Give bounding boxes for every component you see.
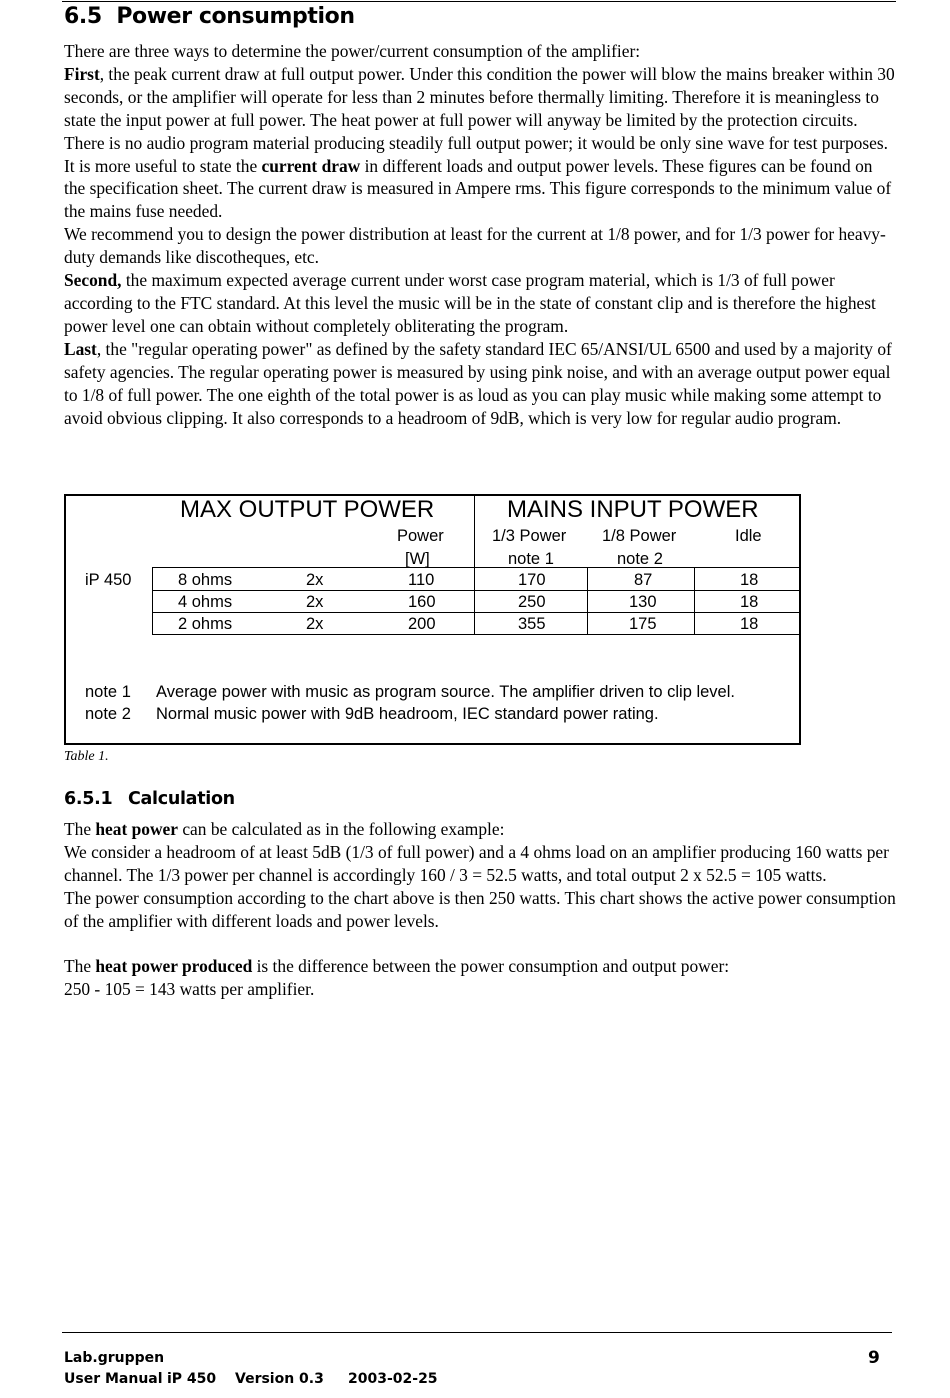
last-text: , the "regular operating power" as defined by the safety standard IEC 65/ANSI/UL 6500 and used by a majority of safety agencies. The regular operating power is measured by using pink noise, and with an average output power equal to 1/8 of full power. The one eighth of the total power is as loud as you can play music while making some attempt to avoid obvious clipping. It also corresponds to a headroom of 9dB, which is very low for regular audio program. [64,338,892,428]
col-third-power-label: 1/3 Power [492,527,567,545]
footer-version: Version 0.3 [235,1371,324,1387]
heat-power-label: heat power [95,819,178,839]
footer-company: Lab.gruppen [64,1350,165,1366]
intro-paragraph-3 [64,155,896,224]
second-label: Second, [64,270,122,291]
subsection-title: Calculation [128,789,235,809]
row-4-power: 160 [408,593,436,611]
row-4-third: 250 [518,593,546,611]
table-divider [152,590,801,591]
table-divider [152,612,801,613]
col-eighth-power-note: note 2 [617,550,663,568]
row-8-third: 170 [518,571,546,589]
calculation-text [64,818,896,1001]
calc-paragraph-2: We consider a headroom of at least 5dB (1/3 of full power) and a 4 ohms load on an amplifier producing 160 watts per channel. The 1/3 power per channel is accordingly 160 / 3 = 52.5 watts, and total output 2 x 52.5 = 105 watts. [64,841,889,885]
current-draw-label: current draw [261,155,361,176]
row-2-load: 2 ohms [178,615,233,633]
last-label: Last [64,338,97,359]
row-8-power: 110 [408,571,435,589]
note-1-text: Average power with music as program source. The amplifier driven to clip level. [156,683,735,701]
row-2-idle: 18 [740,615,759,633]
mains-input-power-header: MAINS INPUT POWER [507,496,759,523]
table-divider [152,567,153,635]
col-eighth-power-label: 1/8 Power [602,527,677,545]
row-4-idle: 18 [740,593,759,611]
table-divider [152,634,801,635]
first-label: First [64,63,100,84]
row-2-channels: 2x [306,615,324,633]
calc-text-b: can be calculated as in the following example: [177,819,505,839]
section-number: 6.5 [64,4,102,29]
footer-rule [62,1332,892,1333]
section-heading [64,4,355,29]
table-divider [694,567,695,635]
table-divider [152,567,801,568]
intro-paragraph-5 [64,269,896,338]
table-caption: Table 1. [64,749,109,764]
footer-date: 2003-02-25 [348,1371,438,1387]
current-draw-text-b: in different loads and output power levels. These figures can be found on the specification sheet. The current draw is measured in Ampere rms. This figure corresponds to the minimum value of the mains fuse needed. [64,155,892,222]
row-8-channels: 2x [306,571,324,589]
header-rule [62,1,896,2]
row-2-third: 355 [518,615,546,633]
heat-power-produced-label: heat power produced [95,956,253,977]
intro-paragraph-1: There are three ways to determine the power/current consumption of the amplifier: [64,41,641,61]
section-title: Power consumption [116,4,355,29]
first-text: , the peak current draw at full output power. Under this condition the power will blow the mains breaker within 30 seconds, or the amplifier will operate for less than 2 minutes before thermally limiting. Therefore it is meaningless to state the input power at full power. The heat power at full power will anyway be limited by the protection circuits. There is no audio program material producing steadily full output power; it would be only sine wave for test purposes. [64,63,895,153]
footer-model: iP 450 [167,1371,217,1387]
table-divider [474,496,475,635]
note-2-text: Normal music power with 9dB headroom, IEC standard power rating. [156,705,659,723]
row-2-power: 200 [408,615,436,633]
calc-paragraph-1 [64,818,896,841]
col-power-unit: [W] [405,550,430,568]
calc-paragraph-3: The power consumption according to the chart above is then 250 watts. This chart shows the active power consumption of the amplifier with different loads and power levels. [64,887,896,931]
row-4-channels: 2x [306,593,324,611]
heat-produced-text-b: is the difference between the power consumption and output power: [252,956,730,977]
page-number: 9 [868,1348,880,1368]
calc-result: 250 - 105 = 143 watts per amplifier. [64,979,315,1000]
model-label: iP 450 [85,571,132,589]
subsection-number: 6.5.1 [64,789,113,809]
subsection-heading [64,789,235,809]
col-third-power-note: note 1 [508,550,554,568]
max-output-power-header: MAX OUTPUT POWER [180,496,435,523]
intro-paragraph-4: We recommend you to design the power distribution at least for the current at 1/8 power, and for 1/3 power for heavy-duty demands like discotheques, etc. [64,224,886,268]
table-divider [587,567,588,635]
footer-manual: User Manual [64,1371,163,1387]
col-power-label: Power [397,527,444,545]
note-2-label: note 2 [85,705,131,723]
calc-paragraph-4 [64,955,896,978]
row-4-eighth: 130 [629,593,657,611]
note-1-label: note 1 [85,683,131,701]
row-8-eighth: 87 [634,571,653,589]
heat-produced-text-a: The [64,956,96,977]
power-table [64,494,801,745]
row-2-eighth: 175 [629,615,657,633]
col-idle-label: Idle [735,527,762,545]
intro-text [64,40,896,429]
calc-text-a: The [64,819,96,839]
row-4-load: 4 ohms [178,593,233,611]
second-text: the maximum expected average current under worst case program material, which is 1/3 of full power according to the FTC standard. At this level the music will be in the state of constant clip and is therefore the highest power level one can obtain without completely obliterating the program. [64,270,876,336]
paragraph-gap [64,933,896,956]
current-draw-text-a: It is more useful to state the [64,155,262,176]
row-8-load: 8 ohms [178,571,233,589]
row-8-idle: 18 [740,571,759,589]
intro-paragraph-6 [64,338,896,430]
intro-paragraph-2 [64,63,896,155]
